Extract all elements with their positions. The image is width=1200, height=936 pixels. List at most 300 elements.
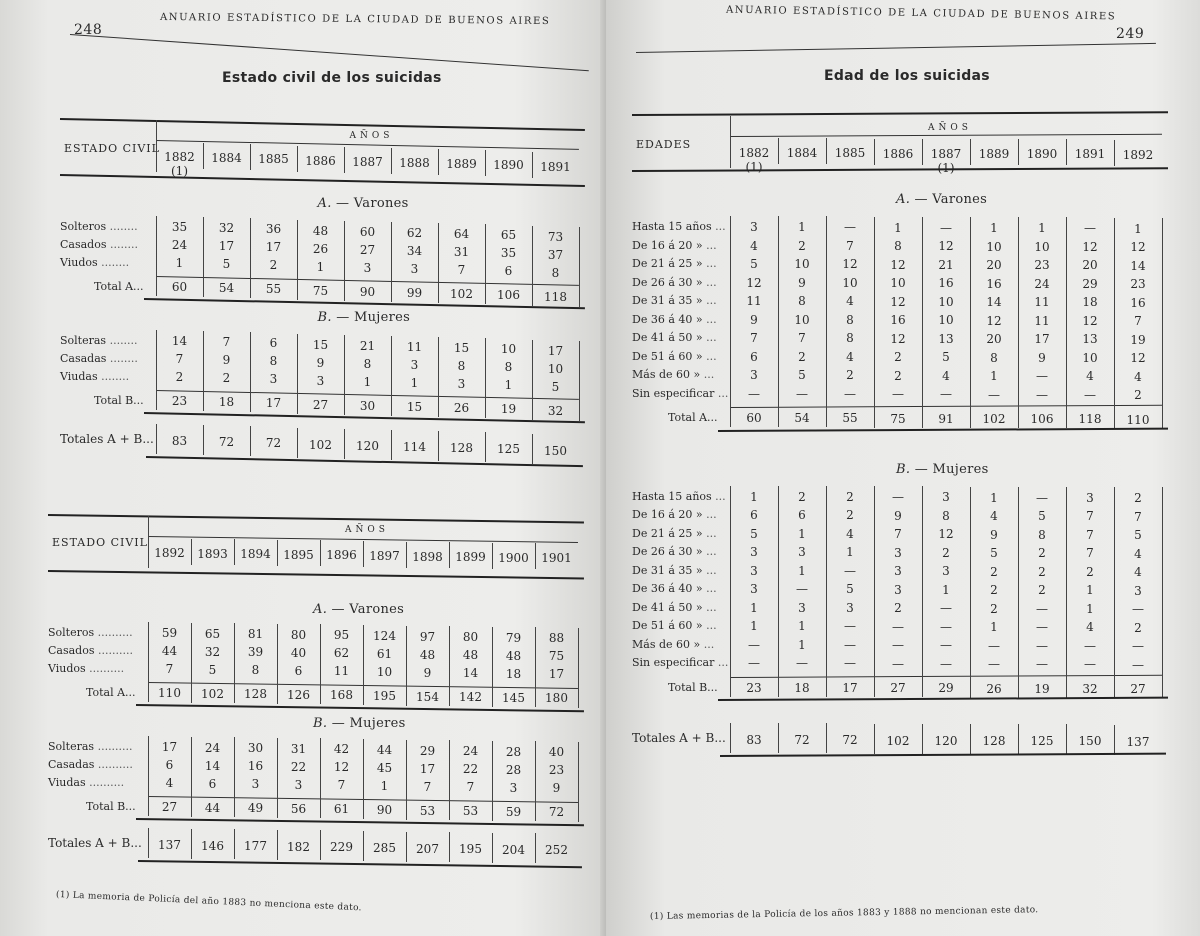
- varones-cell: 2: [798, 238, 806, 253]
- totales-cell: 146: [201, 838, 224, 853]
- varones-cell: 9: [798, 275, 806, 290]
- varones-cell: 1: [990, 369, 998, 383]
- mujeres-cell: —: [844, 637, 856, 652]
- mujeres-cell: 2: [846, 508, 854, 523]
- year-divider: [449, 542, 450, 568]
- totales-divider: [1066, 724, 1067, 754]
- totales-cell: 182: [287, 839, 310, 854]
- year-header: 1896: [326, 548, 357, 563]
- varones-cell: 7: [165, 662, 174, 676]
- mujeres-cell: 29: [419, 743, 436, 758]
- varones-cell: 3: [410, 262, 419, 276]
- varones-cell: —: [940, 220, 952, 235]
- mujeres-cell: 7: [466, 780, 475, 795]
- row-label-text: Solteras: [48, 740, 95, 753]
- varones-cell: 1: [990, 221, 998, 235]
- varones-cell: 12: [890, 331, 906, 346]
- mujeres-cell: 9: [552, 781, 561, 796]
- header-bottom-rule: [48, 570, 584, 579]
- header-bottom-rule: [632, 167, 1168, 172]
- subtitle-text: — Varones: [331, 196, 409, 211]
- mujeres-cell: 2: [894, 601, 902, 616]
- varones-cell: 5: [942, 350, 950, 365]
- varones-cell: 1: [894, 220, 902, 235]
- row-label-text: Sin especificar: [632, 386, 715, 400]
- varones-cell: 95: [333, 628, 350, 643]
- varones-total-cell: 195: [373, 689, 396, 703]
- totales-cell: 125: [1030, 734, 1054, 749]
- right-page: [606, 0, 1200, 936]
- varones-cell: 1: [1038, 221, 1046, 236]
- mujeres-cell: 9: [894, 508, 902, 523]
- totales-divider: [874, 724, 875, 754]
- leader-dots: ..........: [94, 644, 133, 657]
- mujeres-total-label: Total B...: [94, 394, 144, 407]
- varones-cell: 48: [419, 647, 436, 662]
- year-header: 1889: [446, 157, 477, 172]
- varones-cell: 1: [175, 256, 184, 270]
- mujeres-subtitle: [313, 716, 406, 731]
- mujeres-cell: 3: [894, 564, 902, 579]
- varones-cell: 24: [171, 238, 188, 252]
- varones-cell: 8: [846, 312, 854, 327]
- mujeres-cell: 7: [1086, 546, 1094, 561]
- column-divider: [730, 486, 731, 697]
- mujeres-total-cell: 59: [505, 804, 522, 819]
- header-divider: [148, 516, 149, 568]
- totales-divider: [406, 832, 407, 862]
- leader-dots: ...: [714, 656, 729, 669]
- varones-cell: 10: [938, 294, 954, 309]
- year-header: 1882 (1): [164, 150, 195, 178]
- row-label-text: Solteras: [60, 334, 107, 347]
- row-label-text: Más de 60 »: [632, 368, 701, 381]
- mujeres-total-cell: 26: [453, 401, 470, 416]
- row-label-text: Hasta 15 años: [632, 489, 712, 503]
- varones-cell: 2: [798, 349, 806, 364]
- totales-divider: [1018, 724, 1019, 754]
- leader-dots: ...: [700, 368, 715, 381]
- totales-divider: [1114, 725, 1115, 755]
- column-divider: [391, 336, 392, 416]
- subtitle-text: — Mujeres: [327, 716, 406, 731]
- mujeres-row-label: [632, 619, 717, 632]
- totales-divider: [532, 434, 533, 464]
- mujeres-cell: —: [1084, 657, 1096, 672]
- mujeres-total-cell: 27: [161, 800, 178, 814]
- column-divider: [970, 217, 971, 428]
- mujeres-cell: 1: [1086, 583, 1094, 598]
- varones-cell: 2: [846, 368, 854, 383]
- mujeres-cell: 2: [1086, 564, 1094, 579]
- varones-cell: 4: [846, 349, 854, 364]
- column-divider: [826, 216, 827, 427]
- running-head: ANUARIO ESTADÍSTICO DE LA CIUDAD DE BUENOS AIRES: [725, 4, 1117, 23]
- totales-cell: 125: [497, 442, 520, 457]
- column-divider: [406, 626, 407, 706]
- mujeres-cell: 2: [990, 601, 998, 616]
- mujeres-cell: 3: [1134, 583, 1142, 598]
- column-divider: [1018, 217, 1019, 428]
- varones-row-label: [632, 387, 728, 400]
- year-header: 1882 (1): [738, 146, 770, 174]
- row-label-text: Casadas: [60, 352, 107, 365]
- total-rule: [730, 674, 1162, 677]
- varones-cell: 97: [419, 629, 436, 644]
- totales-divider: [344, 429, 345, 459]
- mujeres-cell: 2: [990, 564, 998, 579]
- varones-total-cell: 90: [359, 284, 376, 299]
- mujeres-cell: —: [892, 656, 904, 671]
- mujeres-cell: 22: [290, 759, 307, 774]
- varones-total-cell: 55: [265, 282, 282, 297]
- varones-cell: 8: [251, 663, 260, 678]
- varones-cell: 8: [990, 350, 998, 365]
- column-divider: [438, 223, 439, 303]
- column-divider: [1114, 218, 1115, 429]
- mujeres-cell: —: [1084, 638, 1096, 653]
- totales-cell: 229: [330, 840, 353, 855]
- mujeres-cell: 15: [453, 341, 470, 356]
- mujeres-row-label: [632, 564, 717, 577]
- varones-cell: 7: [1134, 314, 1142, 329]
- column-divider: [532, 340, 533, 420]
- varones-cell: 73: [547, 229, 564, 244]
- mujeres-cell: 1: [798, 563, 806, 578]
- mujeres-cell: 1: [990, 490, 998, 505]
- mujeres-cell: —: [988, 657, 1000, 671]
- mujeres-row-label: [632, 490, 726, 503]
- year-divider: [1114, 140, 1115, 166]
- year-header: 1888: [399, 156, 430, 170]
- mujeres-cell: 1: [410, 376, 419, 390]
- mujeres-cell: 10: [547, 361, 564, 376]
- mujeres-cell: 7: [337, 778, 346, 793]
- totales-divider: [297, 428, 298, 458]
- varones-total-cell: 118: [544, 289, 567, 304]
- totales-cell: 72: [842, 733, 858, 748]
- varones-cell: 2: [894, 350, 902, 365]
- varones-cell: 20: [986, 258, 1002, 272]
- mujeres-total-cell: 49: [247, 801, 264, 816]
- totales-divider: [156, 424, 157, 454]
- varones-cell: —: [1084, 221, 1096, 236]
- totales-rule: [138, 860, 582, 868]
- varones-cell: 124: [373, 629, 396, 643]
- leader-dots: ...: [702, 331, 717, 344]
- year-header: 1894: [240, 547, 271, 562]
- year-divider: [826, 138, 827, 164]
- varones-cell: 29: [1082, 276, 1098, 291]
- block-bottom-rule: [136, 818, 584, 826]
- varones-row-label: [632, 368, 714, 381]
- mujeres-total-cell: 30: [359, 398, 376, 413]
- varones-cell: 16: [1130, 295, 1146, 310]
- varones-cell: 16: [938, 276, 954, 291]
- mujeres-cell: 12: [938, 527, 954, 542]
- column-divider: [449, 740, 450, 820]
- mujeres-cell: 2: [1134, 620, 1142, 635]
- row-label-text: De 51 á 60 »: [632, 619, 703, 632]
- year-divider: [492, 543, 493, 569]
- totales-cell: 120: [934, 733, 958, 748]
- varones-cell: 23: [1130, 277, 1146, 292]
- varones-cell: 17: [265, 240, 282, 255]
- totales-divider: [778, 723, 779, 753]
- varones-cell: 6: [294, 663, 303, 678]
- year-header: 1887 (1): [930, 146, 962, 175]
- totales-cell: 150: [1078, 734, 1102, 749]
- totales-cell: 128: [982, 734, 1006, 748]
- leader-dots: ..........: [94, 740, 133, 753]
- mujeres-total-cell: 23: [171, 394, 188, 408]
- varones-cell: 88: [548, 631, 565, 646]
- varones-cell: 44: [161, 644, 178, 658]
- mujeres-total-cell: 44: [204, 800, 221, 815]
- year-header: 1901: [541, 551, 572, 566]
- year-header: 1884: [786, 146, 818, 161]
- varones-cell: 8: [798, 294, 806, 309]
- varones-total-cell: 55: [842, 411, 858, 426]
- totales-divider: [492, 833, 493, 863]
- mujeres-cell: 5: [846, 582, 854, 597]
- varones-cell: 9: [1038, 350, 1046, 365]
- varones-cell: 23: [1034, 258, 1050, 273]
- totales-cell: 83: [746, 733, 762, 747]
- mujeres-cell: 1: [504, 378, 513, 393]
- varones-row-label: [632, 276, 717, 289]
- mujeres-cell: —: [748, 656, 760, 670]
- column-divider: [535, 627, 536, 707]
- totales-divider: [277, 830, 278, 860]
- row-label-text: Casados: [48, 644, 95, 657]
- varones-cell: 12: [938, 239, 954, 254]
- leader-dots: ..........: [85, 776, 125, 789]
- leader-dots: ...: [702, 257, 717, 270]
- mujeres-total-cell: 26: [986, 681, 1002, 696]
- mujeres-cell: —: [844, 656, 856, 671]
- mujeres-row-label: [48, 740, 133, 753]
- leader-dots: ...: [702, 526, 717, 540]
- varones-cell: 75: [548, 649, 565, 664]
- mujeres-cell: 8: [269, 354, 278, 369]
- mujeres-cell: 5: [750, 526, 758, 541]
- mujeres-total-cell: 29: [938, 681, 954, 696]
- varones-cell: 37: [547, 247, 564, 262]
- totales-cell: 102: [309, 437, 332, 452]
- row-label-text: Más de 60 »: [632, 637, 701, 651]
- year-divider: [191, 539, 192, 565]
- varones-cell: 61: [376, 647, 393, 661]
- varones-total-cell: 118: [1078, 412, 1102, 427]
- year-divider: [438, 149, 439, 175]
- mujeres-row-label: [632, 638, 714, 651]
- varones-cell: —: [1084, 387, 1096, 402]
- varones-cell: 80: [290, 627, 307, 642]
- year-header: 1890: [1026, 147, 1058, 162]
- row-label-text: Viudas: [60, 370, 98, 383]
- mujeres-cell: —: [1036, 620, 1048, 635]
- totales-cell: 207: [416, 841, 439, 856]
- mujeres-cell: 2: [1038, 546, 1046, 561]
- leader-dots: ...: [711, 489, 726, 503]
- page-number: 249: [1116, 26, 1145, 42]
- mujeres-cell: 12: [333, 760, 350, 775]
- varones-row-label: [48, 626, 133, 639]
- year-divider: [406, 542, 407, 568]
- totales-divider: [148, 828, 149, 858]
- varones-cell: 20: [1082, 258, 1098, 273]
- leader-dots: ........: [97, 256, 130, 269]
- mujeres-cell: 1: [380, 779, 389, 793]
- column-divider: [778, 216, 779, 427]
- column-divider: [297, 220, 298, 300]
- varones-cell: 10: [842, 275, 858, 290]
- varones-cell: 5: [750, 257, 758, 271]
- totales-cell: 150: [544, 443, 567, 458]
- varones-row-label: [48, 644, 133, 657]
- varones-cell: 13: [938, 331, 954, 346]
- mujeres-cell: 1: [1086, 601, 1094, 616]
- varones-cell: 12: [1130, 351, 1146, 366]
- mujeres-cell: 24: [462, 744, 479, 759]
- mujeres-cell: 3: [509, 780, 518, 795]
- varones-cell: 10: [986, 239, 1002, 254]
- mujeres-cell: 9: [990, 527, 998, 542]
- varones-cell: 10: [1082, 350, 1098, 365]
- mujeres-total-cell: 27: [312, 397, 329, 412]
- column-divider: [532, 226, 533, 306]
- mujeres-total-cell: 27: [1130, 682, 1146, 697]
- mujeres-cell: 7: [894, 527, 902, 542]
- varones-cell: 10: [376, 665, 393, 679]
- mujeres-cell: 5: [1038, 509, 1046, 524]
- mujeres-cell: 1: [363, 374, 372, 389]
- mujeres-cell: 1: [990, 620, 998, 634]
- mujeres-cell: 4: [846, 526, 854, 541]
- column-divider: [778, 486, 779, 697]
- mujeres-total-cell: 72: [548, 805, 565, 820]
- mujeres-cell: 3: [894, 545, 902, 560]
- varones-cell: 26: [312, 241, 329, 256]
- varones-cell: 65: [500, 228, 517, 243]
- column-divider: [1114, 487, 1115, 698]
- year-divider: [922, 139, 923, 165]
- varones-cell: 2: [894, 368, 902, 383]
- subtitle-letter: A.: [317, 196, 332, 211]
- leader-dots: ...: [702, 294, 717, 307]
- mujeres-cell: 3: [798, 545, 806, 560]
- varones-cell: 12: [746, 275, 762, 290]
- mujeres-cell: 3: [894, 582, 902, 597]
- varones-row-label: [48, 662, 124, 675]
- mujeres-cell: 2: [222, 371, 231, 386]
- varones-cell: 34: [406, 244, 423, 258]
- leader-dots: ...: [702, 275, 717, 289]
- mujeres-cell: 15: [312, 337, 329, 352]
- leader-dots: ...: [702, 563, 717, 577]
- mujeres-cell: 1: [846, 545, 854, 560]
- mujeres-cell: 14: [204, 758, 221, 773]
- year-divider: [320, 540, 321, 566]
- mujeres-cell: 4: [1134, 565, 1142, 580]
- mujeres-cell: —: [1036, 490, 1048, 505]
- varones-row-label: [632, 350, 717, 363]
- varones-cell: 6: [504, 264, 513, 279]
- mujeres-cell: 6: [798, 508, 806, 523]
- varones-cell: 39: [247, 645, 264, 660]
- mujeres-cell: —: [892, 490, 904, 505]
- mujeres-cell: 7: [423, 779, 432, 794]
- mujeres-cell: 9: [222, 353, 231, 368]
- varones-cell: 7: [750, 331, 758, 345]
- column-divider: [1018, 487, 1019, 698]
- totales-cell: 72: [218, 435, 235, 450]
- varones-row-label: [60, 256, 129, 269]
- varones-cell: —: [844, 386, 856, 401]
- varones-cell: 7: [457, 263, 466, 278]
- varones-total-cell: 60: [171, 280, 188, 294]
- varones-total-cell: 106: [497, 288, 520, 303]
- mujeres-cell: 24: [204, 740, 221, 755]
- varones-cell: 3: [363, 260, 372, 275]
- varones-cell: 4: [750, 238, 758, 253]
- varones-row-label: [60, 238, 138, 251]
- mujeres-cell: 3: [750, 582, 758, 596]
- mujeres-cell: 31: [290, 741, 307, 756]
- mujeres-cell: 4: [165, 776, 174, 790]
- varones-cell: 4: [942, 368, 950, 383]
- totales-divider: [203, 425, 204, 455]
- subtitle-letter: B.: [896, 461, 911, 477]
- varones-cell: 8: [894, 239, 902, 254]
- page-number: 248: [74, 22, 103, 38]
- column-divider: [485, 224, 486, 304]
- varones-cell: 48: [505, 648, 522, 663]
- mujeres-total-cell: 61: [333, 802, 350, 817]
- varones-cell: 64: [453, 227, 470, 242]
- leader-dots: ...: [702, 508, 717, 521]
- varones-cell: 31: [453, 245, 470, 260]
- footnote: (1) Las memorias de la Policía de los años 1883 y 1888 no mencionan este dato.: [649, 905, 1039, 922]
- varones-total-cell: 75: [312, 283, 329, 298]
- varones-cell: 35: [171, 220, 188, 234]
- subtitle-letter: B.: [313, 716, 328, 731]
- varones-cell: 11: [333, 664, 350, 679]
- row-label-text: Solteros: [48, 626, 95, 639]
- mujeres-cell: 8: [1038, 527, 1046, 542]
- subtitle-letter: A.: [896, 192, 911, 207]
- column-divider: [363, 625, 364, 705]
- mujeres-cell: 16: [247, 759, 264, 774]
- varones-cell: 17: [1034, 332, 1050, 347]
- varones-total-cell: 110: [158, 686, 181, 700]
- mujeres-cell: 17: [419, 761, 436, 776]
- varones-cell: 1: [798, 220, 806, 235]
- column-divider: [391, 222, 392, 302]
- varones-cell: 6: [750, 349, 758, 364]
- leader-dots: ........: [106, 334, 138, 347]
- mujeres-cell: —: [1132, 639, 1144, 654]
- mujeres-cell: —: [1132, 602, 1144, 617]
- column-divider: [148, 622, 149, 702]
- column-divider: [320, 738, 321, 818]
- year-header: 1885: [258, 152, 289, 167]
- varones-cell: 3: [750, 368, 758, 382]
- mujeres-cell: 1: [798, 526, 806, 541]
- mujeres-cell: —: [892, 638, 904, 653]
- varones-cell: 12: [890, 257, 906, 272]
